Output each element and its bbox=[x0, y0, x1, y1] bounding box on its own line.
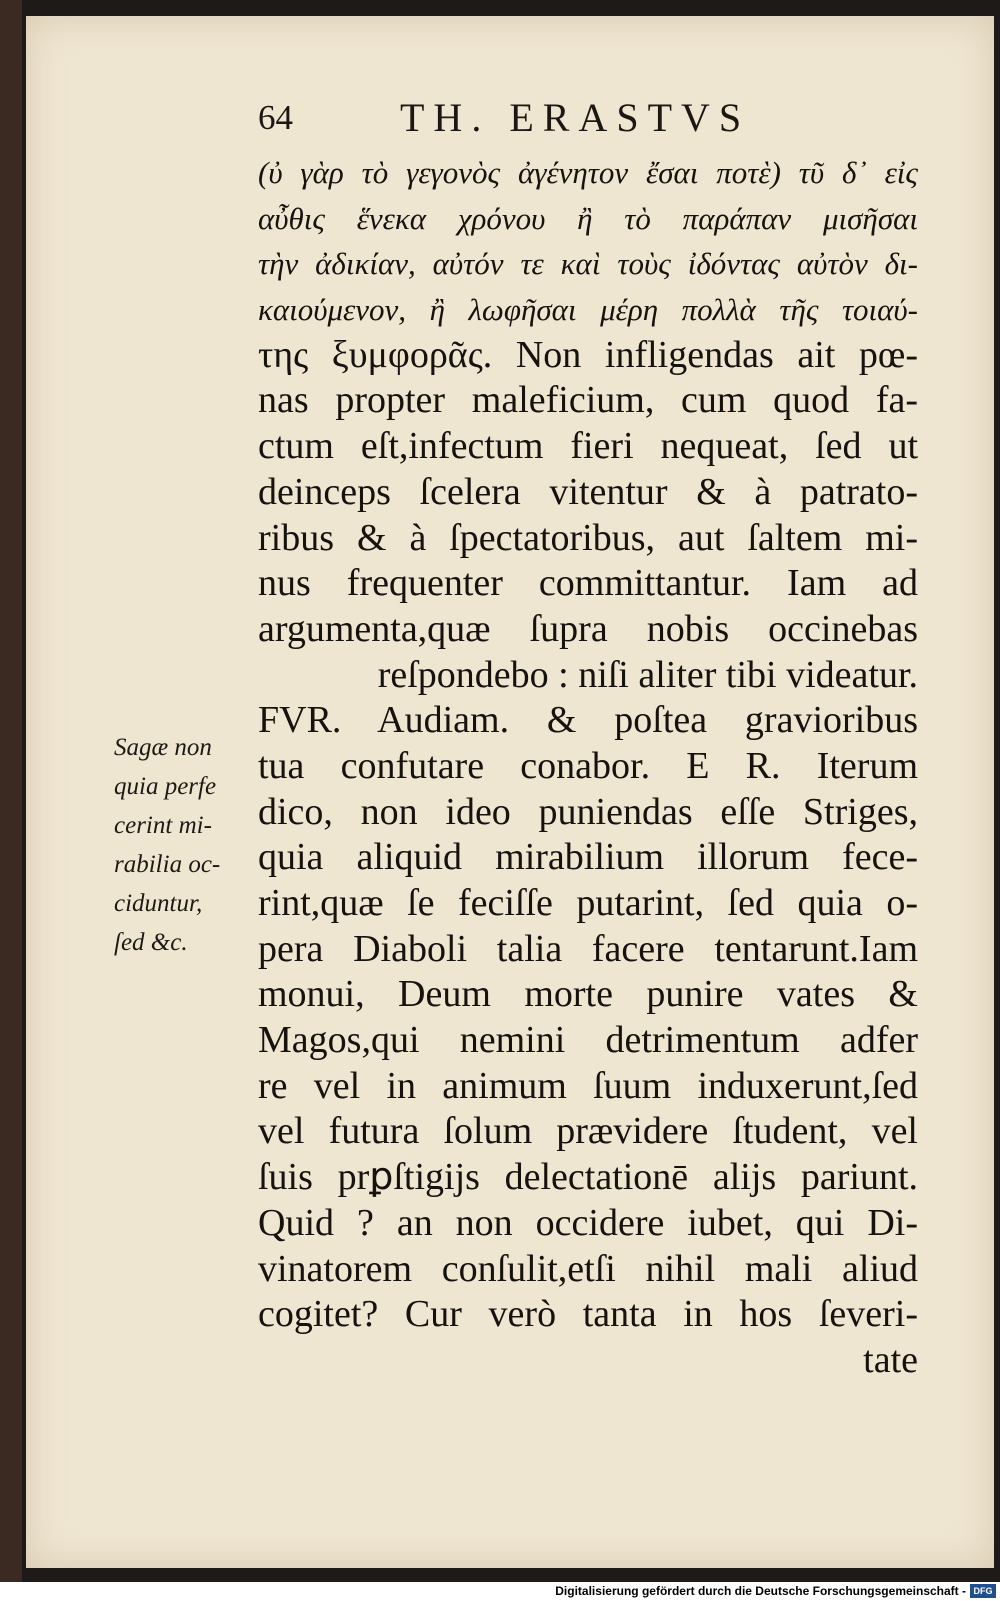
text-line: nas propter maleficium, cum quod fa- bbox=[258, 379, 918, 422]
page-number: 64 bbox=[258, 98, 293, 137]
text-line: pera Diaboli talia facere tentarunt.Iam bbox=[258, 927, 918, 970]
text-line: argumenta,quæ ſupra nobis occinebas bbox=[258, 607, 918, 650]
margin-note-line: ſed &c. bbox=[114, 929, 188, 956]
text-line: vinatorem conſulit,etſi nihil mali aliud bbox=[258, 1247, 918, 1290]
text-line: Quid ? an non occidere iubet, qui Di- bbox=[258, 1201, 918, 1244]
text-line: rint,quæ ſe feciſſe putarint, ſed quia o- bbox=[258, 882, 918, 924]
margin-note-line: ciduntur, bbox=[114, 890, 203, 917]
page-header bbox=[258, 78, 838, 148]
body-text bbox=[258, 150, 918, 1384]
catchword: tate bbox=[863, 1338, 918, 1381]
text-line: vel futura ſolum prævidere ſtudent, vel bbox=[258, 1110, 918, 1153]
text-line: nus frequenter committantur. Iam ad bbox=[258, 562, 918, 605]
text-line: καιούμενον, ἢ λωφῆσαι μέρη πολλὰ τῆς τοιαύ- bbox=[258, 292, 918, 328]
margin-note-line: Sagæ non bbox=[114, 734, 212, 761]
text-line: (ὐ γὰρ τὸ γεγονὸς ἀγένητον ἔσαι ποτὲ) τῦ δ᾽ εἰς bbox=[258, 155, 918, 190]
text-line: reſpondebo : niſi aliter tibi videatur. bbox=[377, 653, 918, 696]
footer-bar bbox=[0, 1582, 1000, 1601]
text-line: deinceps ſcelera vitentur & à patrato- bbox=[258, 470, 918, 513]
text-line: re vel in animum ſuum induxerunt,ſed bbox=[258, 1064, 918, 1107]
text-line: ribus & à ſpectatoribus, aut ſaltem mi- bbox=[258, 516, 918, 559]
text-line: tua confutare conabor. E R. Iterum bbox=[258, 744, 918, 787]
dfg-logo: DFG bbox=[970, 1584, 996, 1598]
margin-note-line: cerint mi- bbox=[114, 812, 212, 839]
text-line: monui, Deum morte punire vates & bbox=[258, 973, 918, 1016]
text-line: ctum eſt,infectum fieri nequeat, ſed ut bbox=[258, 425, 918, 468]
margin-note-line: rabilia oc- bbox=[114, 851, 221, 878]
text-line: αὖθις ἕνεκα χρόνου ἢ τὸ παράπαν μισῆσαι bbox=[258, 200, 918, 236]
text-line: cogitet? Cur verò tanta in hos ſeveri- bbox=[258, 1293, 918, 1336]
text-line: FVR. Audiam. & poſtea gravioribus bbox=[258, 699, 918, 742]
text-line: της ξυμφορᾶς. Non infligendas ait pœ- bbox=[258, 333, 918, 376]
text-line: Magos,qui nemini detrimentum adfer bbox=[258, 1019, 918, 1062]
running-head: TH. ERASTVS bbox=[400, 95, 751, 140]
digitization-credit: Digitalisierung gefördert durch die Deutsche Forschungsgemeinschaft - bbox=[555, 1584, 966, 1598]
book-cover-edge bbox=[0, 0, 22, 1582]
text-line: dico, non ideo puniendas eſſe Striges, bbox=[258, 790, 918, 833]
text-line: quia aliquid mirabilium illorum fece- bbox=[258, 836, 918, 879]
text-line: ſuis prꝑſtigijs delectationē alijs pariunt. bbox=[258, 1156, 918, 1199]
text-line: τὴν ἀδικίαν, αὐτόν τε καὶ τοὺς ἰδόντας αὐτὸν δι- bbox=[258, 246, 918, 282]
margin-note-line: quia perfe bbox=[114, 773, 217, 800]
margin-note bbox=[114, 728, 264, 962]
